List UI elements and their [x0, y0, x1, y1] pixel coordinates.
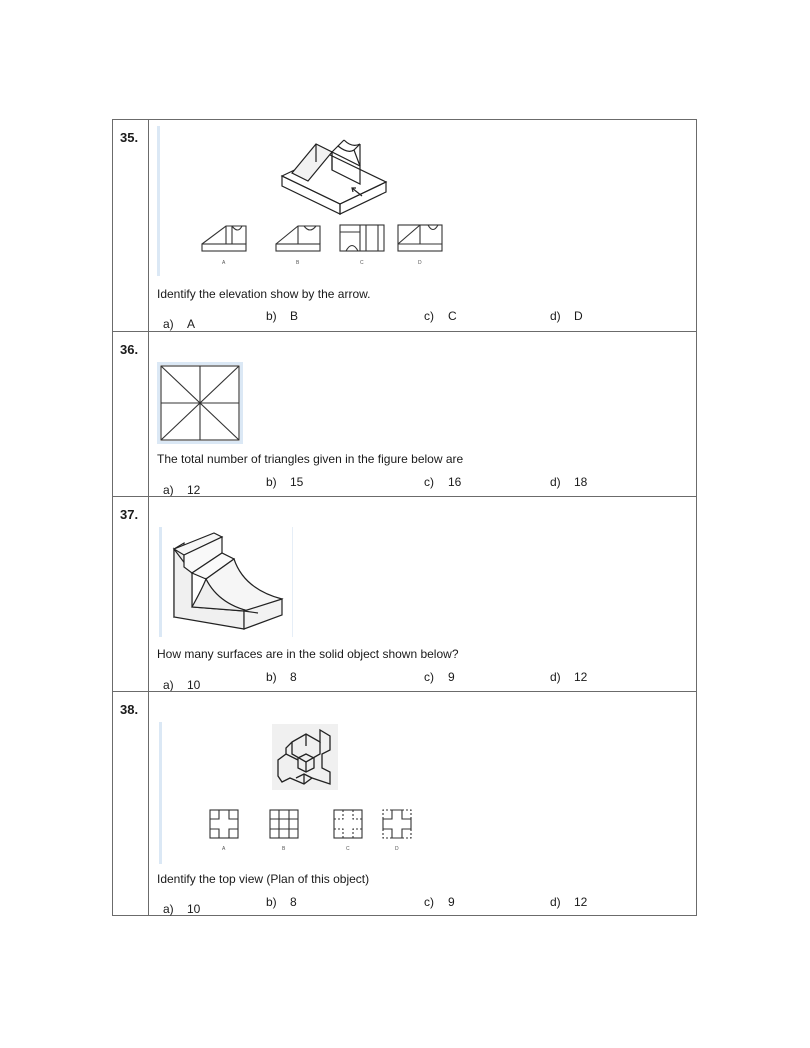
- divided-square-drawing: [160, 365, 240, 441]
- svg-text:B: B: [296, 260, 300, 266]
- option-value: 8: [290, 895, 297, 909]
- question-row-35: [113, 120, 696, 331]
- option-label: b): [266, 475, 277, 489]
- option-label: a): [163, 902, 174, 916]
- option-d[interactable]: [550, 895, 587, 909]
- option-a[interactable]: [163, 483, 200, 497]
- option-a[interactable]: [163, 317, 195, 331]
- option-label: b): [266, 895, 277, 909]
- question-number: 35.: [113, 120, 149, 331]
- svg-text:A: A: [222, 260, 226, 266]
- question-number: 36.: [113, 332, 149, 496]
- option-b[interactable]: [266, 309, 298, 323]
- svg-text:C: C: [346, 846, 350, 852]
- option-c[interactable]: [424, 670, 455, 684]
- option-value: 10: [187, 902, 201, 916]
- option-value: 12: [574, 895, 588, 909]
- question-text: Identify the elevation show by the arrow.: [157, 287, 371, 301]
- option-c[interactable]: [424, 475, 461, 489]
- question-text: Identify the top view (Plan of this object): [157, 872, 370, 886]
- option-label: c): [424, 475, 434, 489]
- option-a[interactable]: [163, 678, 200, 692]
- option-value: D: [574, 309, 583, 323]
- option-a[interactable]: [163, 902, 200, 916]
- question-content: [149, 692, 696, 915]
- option-d[interactable]: [550, 475, 587, 489]
- question-row-36: [113, 331, 696, 496]
- plan-view-figure: [159, 722, 422, 864]
- option-value: A: [187, 317, 196, 331]
- question-number: 38.: [113, 692, 149, 915]
- option-d[interactable]: [550, 670, 587, 684]
- question-number: 37.: [113, 497, 149, 691]
- option-label: c): [424, 670, 434, 684]
- option-value: 16: [448, 475, 462, 489]
- option-value: 8: [290, 670, 297, 684]
- question-content: [149, 332, 696, 496]
- option-label: b): [266, 309, 277, 323]
- stepped-curved-solid-drawing: [162, 527, 292, 637]
- option-label: c): [424, 895, 434, 909]
- option-value: 18: [574, 475, 588, 489]
- isometric-block-drawing: [160, 126, 450, 276]
- option-label: b): [266, 670, 277, 684]
- questions-table: [112, 119, 697, 916]
- option-label: c): [424, 309, 434, 323]
- question-text: The total number of triangles given in the figure below are: [157, 452, 464, 466]
- svg-text:C: C: [360, 260, 364, 266]
- option-b[interactable]: [266, 895, 297, 909]
- solid-object-figure: [159, 527, 293, 637]
- option-d[interactable]: [550, 309, 583, 323]
- question-row-37: [113, 496, 696, 691]
- option-label: d): [550, 670, 561, 684]
- svg-text:D: D: [418, 260, 422, 266]
- option-b[interactable]: [266, 475, 303, 489]
- option-value: 15: [290, 475, 304, 489]
- svg-text:B: B: [282, 846, 286, 852]
- option-label: d): [550, 309, 561, 323]
- option-b[interactable]: [266, 670, 297, 684]
- svg-text:A: A: [222, 846, 226, 852]
- triangles-figure: [157, 362, 243, 444]
- option-value: 12: [574, 670, 588, 684]
- question-text: How many surfaces are in the solid object shown below?: [157, 647, 459, 661]
- svg-text:D: D: [395, 846, 399, 852]
- option-label: a): [163, 317, 174, 331]
- option-c[interactable]: [424, 309, 457, 323]
- question-content: [149, 120, 696, 331]
- cross-object-drawing: [162, 722, 422, 864]
- elevation-figure: [157, 126, 450, 276]
- option-label: d): [550, 475, 561, 489]
- question-row-38: [113, 691, 696, 915]
- option-label: a): [163, 678, 174, 692]
- question-content: [149, 497, 696, 691]
- option-value: 10: [187, 678, 201, 692]
- option-value: C: [448, 309, 457, 323]
- option-c[interactable]: [424, 895, 455, 909]
- option-label: a): [163, 483, 174, 497]
- option-label: d): [550, 895, 561, 909]
- option-value: 12: [187, 483, 201, 497]
- option-value: B: [290, 309, 299, 323]
- option-value: 9: [448, 670, 455, 684]
- option-value: 9: [448, 895, 455, 909]
